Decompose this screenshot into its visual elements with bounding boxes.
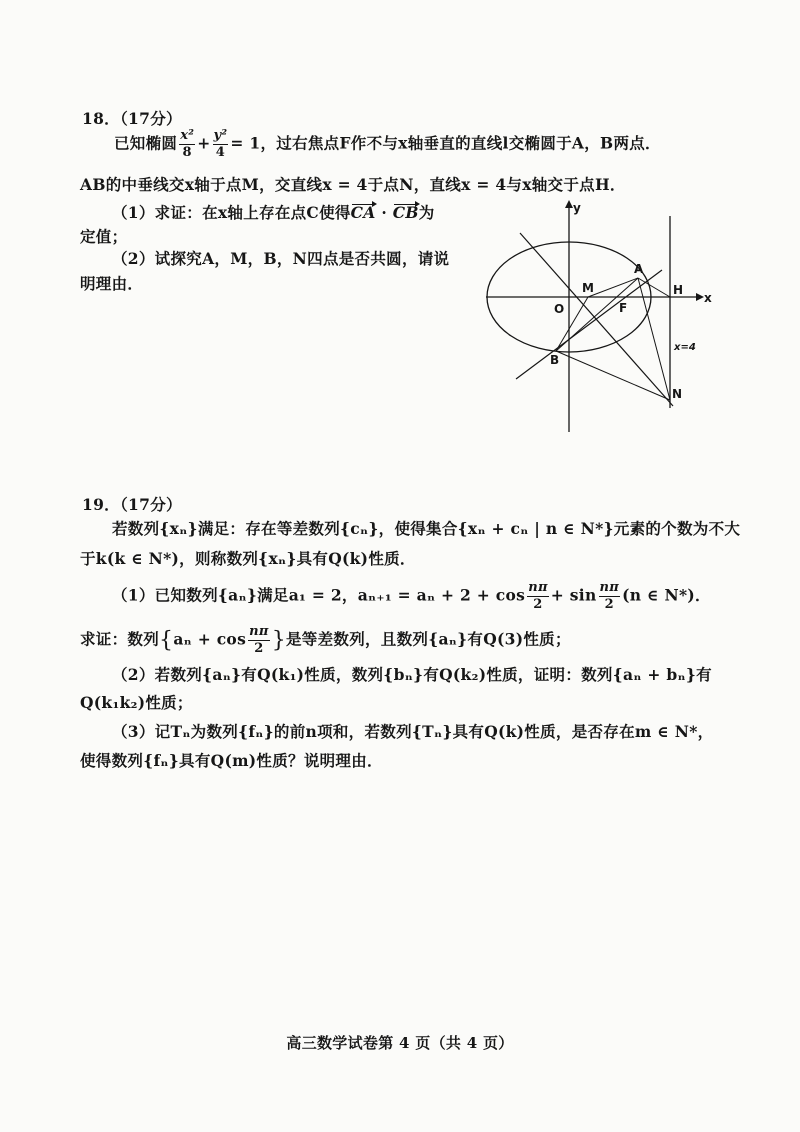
x-axis-arrow-icon [696,293,704,301]
label-h: H [673,283,684,297]
label-o: O [554,302,565,316]
q18-intro: 已知椭圆 $\frac{\text{x²}}{8}$ + $\frac{\text{y²}}{4}$ = 1，过右焦点F作不与x轴垂直的直线l交椭圆于A，B两点． [114,128,661,160]
label-y: y [573,201,581,215]
vector-cb: CB [392,203,419,222]
y-axis-arrow-icon [565,200,573,208]
q19-part1: （1）已知数列{aₙ}满足a₁ = 2，aₙ₊₁ = aₙ + 2 + cos $\frac{n\pi}{2}$ + sin $\frac{n\pi}{2}$ (n ∈ N*)． [112,580,711,612]
label-x: x [704,291,712,305]
q18-part1-cont: 定值； [80,227,128,246]
ellipse-diagram-svg [478,196,718,436]
label-a: A [634,262,644,276]
q19-part2-cont: Q(k₁k₂)性质； [80,693,193,712]
label-b: B [550,353,560,367]
npi-over-2-fraction-2: $\frac{n\pi}{2}$ [599,580,620,612]
segment-an [638,278,670,400]
npi-over-2-fraction-3: $\frac{n\pi}{2}$ [249,624,269,656]
q19-intro1: 若数列{xₙ}满足：存在等差数列{cₙ}，使得集合{xₙ + cₙ | n ∈ N*}元素的个数为不大 [112,519,741,538]
q18-intro-suffix: 过右焦点F作不与x轴垂直的直线l交椭圆于A，B两点． [276,133,661,153]
q19-number: 19．（17分） [82,495,182,514]
q18-part2-cont: 明理由． [80,274,144,293]
segment-bn [556,351,670,400]
q19-part3-cont: 使得数列{fₙ}具有Q(m)性质？说明理由． [80,751,383,770]
q19-part3: （3）记Tₙ为数列{fₙ}的前n项和，若数列{Tₙ}具有Q(k)性质，是否存在m ∈ N*， [112,722,714,741]
vector-ca: CA [350,203,376,222]
label-x-equals-4: x=4 [674,342,696,353]
ellipse-diagram [478,196,718,436]
q19-proof: 求证：数列{aₙ + cos $\frac{n\pi}{2}$ }是等差数列，且数列{aₙ}有Q(3)性质； [80,624,571,656]
ellipse-x-fraction: $\frac{\text{x²}}{8}$ [180,128,195,160]
label-f: F [619,301,628,315]
label-n: N [672,387,683,401]
q18-number: 18．（17分） [82,109,182,128]
label-m: M [582,281,594,295]
q18-part1: （1）求证：在x轴上存在点C使得CA · CB为 [112,203,435,222]
npi-over-2-fraction: $\frac{n\pi}{2}$ [528,580,548,612]
segment-ah [638,278,670,297]
q18-line2: AB的中垂线交x轴于点M，交直线x = 4于点N，直线x = 4与x轴交于点H． [80,175,626,194]
q19-part2: （2）若数列{aₙ}有Q(k₁)性质，数列{bₙ}有Q(k₂)性质，证明：数列{aₙ + bₙ}有 [112,665,712,684]
q19-intro2: 于k(k ∈ N*)，则称数列{xₙ}具有Q(k)性质． [80,549,416,568]
perpendicular-bisector [520,233,673,406]
q18-part2: （2）试探究A，M，B，N四点是否共圆，请说 [112,249,450,268]
ellipse-y-fraction: $\frac{\text{y²}}{4}$ [213,128,228,160]
page-footer: 高三数学试卷第 4 页（共 4 页） [286,1034,514,1052]
q18-intro-prefix: 已知椭圆 [114,133,178,153]
